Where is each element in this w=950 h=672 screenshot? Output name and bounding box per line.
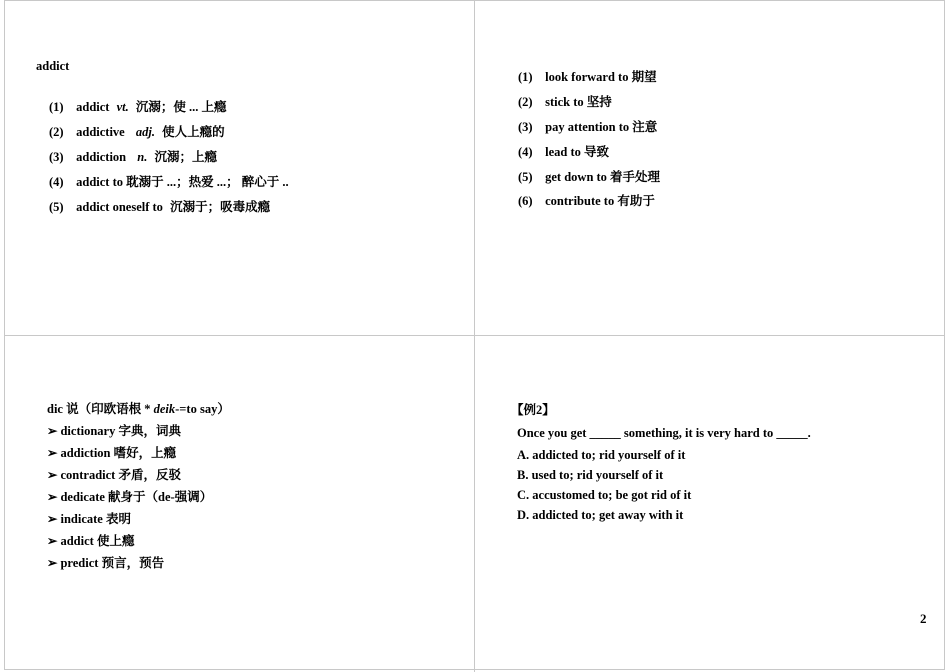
option-b: B. used to; rid yourself of it	[517, 468, 664, 482]
item-def: 使人上瘾的	[162, 125, 225, 139]
item-text: get down to 着手处理	[545, 170, 661, 184]
item-def: 表明	[105, 512, 131, 526]
item-number: (2)	[518, 95, 533, 109]
quad2-item	[518, 193, 655, 209]
quad1-item	[49, 99, 227, 115]
arrow-bullet-icon: ➢	[47, 424, 58, 438]
item-word: addict	[60, 534, 94, 548]
quad3-item	[47, 555, 164, 571]
item-def: 使上瘾	[96, 534, 135, 548]
quad-dic-root	[0, 336, 474, 670]
item-number: (6)	[518, 194, 533, 208]
item-number: (4)	[518, 145, 533, 159]
option-c: C. accustomed to; be got rid of it	[517, 488, 692, 502]
item-head: addiction	[76, 150, 127, 164]
quad3-item	[47, 445, 176, 461]
quad3-heading	[47, 401, 230, 417]
item-word: indicate	[60, 512, 103, 526]
item-text: contribute to 有助于	[545, 194, 655, 208]
item-text: stick to 坚持	[545, 95, 612, 109]
quad2-item	[518, 69, 657, 85]
arrow-bullet-icon: ➢	[47, 534, 58, 548]
quad3-item	[47, 533, 134, 549]
item-head: addict	[76, 100, 110, 114]
item-text: pay attention to 注意	[545, 120, 658, 134]
heading-suffix: -=to say）	[175, 402, 230, 416]
item-text: look forward to 期望	[545, 70, 657, 84]
quad-example	[475, 336, 945, 670]
quad2-item	[518, 144, 609, 160]
item-pos: adj.	[135, 125, 155, 139]
option-a: A. addicted to; rid yourself of it	[517, 448, 686, 462]
example-tag: 【例2】	[511, 403, 555, 417]
item-word: dedicate	[60, 490, 105, 504]
quad2-item	[518, 94, 612, 110]
item-def: 预言，预告	[101, 556, 165, 570]
item-def: 嗜好，上瘾	[113, 446, 177, 460]
arrow-bullet-icon: ➢	[47, 490, 58, 504]
quad3-item	[47, 511, 131, 527]
quad-addict	[0, 0, 474, 335]
arrow-bullet-icon: ➢	[47, 512, 58, 526]
item-number: (3)	[518, 120, 533, 134]
item-def: 沉溺于；吸毒成瘾	[170, 200, 271, 214]
item-number: (5)	[49, 200, 64, 214]
item-def: 矛盾，反驳	[118, 468, 181, 482]
item-word: predict	[60, 556, 99, 570]
quad1-heading: addict	[36, 59, 70, 73]
item-number: (1)	[518, 70, 533, 84]
quad1-item	[49, 199, 270, 215]
item-pos: n.	[137, 150, 148, 164]
quad2-item	[518, 169, 660, 185]
item-number: (4)	[49, 175, 64, 189]
item-def: 献身于（de-强调）	[108, 490, 213, 504]
page-number: 2	[920, 611, 927, 626]
item-text: lead to 导致	[545, 145, 610, 159]
item-pos: vt.	[116, 100, 129, 114]
item-number: (2)	[49, 125, 64, 139]
item-head: addictive	[76, 125, 125, 139]
item-word: dictionary	[60, 424, 116, 438]
item-def: 字典，词典	[118, 424, 181, 438]
item-word: contradict	[60, 468, 116, 482]
heading-root: deik	[153, 402, 176, 416]
item-head: addict to	[76, 175, 123, 189]
item-number: (5)	[518, 170, 533, 184]
item-number: (1)	[49, 100, 64, 114]
quad2-item	[518, 119, 657, 135]
quad1-item	[49, 149, 217, 165]
quad3-item	[47, 467, 181, 483]
quad1-item	[49, 174, 289, 190]
example-question: Once you get _____ something, it is very hard to _____.	[517, 426, 811, 440]
quad1-item	[49, 124, 225, 140]
arrow-bullet-icon: ➢	[47, 556, 58, 570]
quad-phrases	[475, 0, 945, 335]
option-d: D. addicted to; get away with it	[517, 508, 684, 522]
arrow-bullet-icon: ➢	[47, 446, 58, 460]
item-def: 沉溺；上瘾	[154, 150, 217, 164]
quad3-item	[47, 489, 212, 505]
item-def: 沉溺；使 ... 上瘾	[135, 100, 227, 114]
item-word: addiction	[60, 446, 111, 460]
item-head: addict oneself to	[76, 200, 163, 214]
quad3-item	[47, 423, 181, 439]
item-def: 耽溺于 ...；热爱 ...； 醉心于 ..	[126, 175, 289, 189]
heading-prefix: dic 说（印欧语根 *	[47, 402, 154, 416]
arrow-bullet-icon: ➢	[47, 468, 58, 482]
item-number: (3)	[49, 150, 64, 164]
